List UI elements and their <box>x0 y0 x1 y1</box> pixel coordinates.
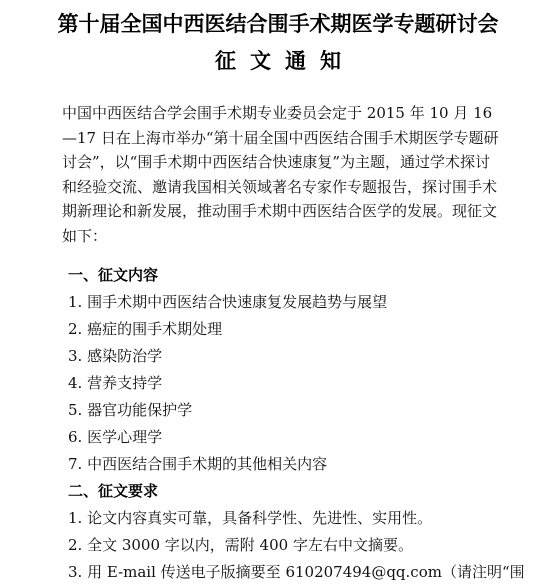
list-item: 1. 论文内容真实可靠，具备科学性、先进性、实用性。 <box>68 509 433 527</box>
list-item: 2. 全文 3000 字以内，需附 400 字左右中文摘要。 <box>68 536 413 554</box>
intro-line: 和经验交流、邀请我国相关领域著名专家作专题报告，探讨围手术 <box>62 177 498 196</box>
intro-line: 中国中西医结合学会围手术期专业委员会定于 2015 年 10 月 16 <box>62 104 493 122</box>
list-item: 1. 围手术期中西医结合快速康复发展趋势与展望 <box>68 293 388 311</box>
intro-paragraph <box>62 101 502 248</box>
intro-line: 讨会”，以“围手术期中西医结合快速康复”为主题，通过学术探讨 <box>62 153 491 171</box>
intro-line: 如下： <box>62 226 108 245</box>
list-item: 6. 医学心理学 <box>68 428 163 446</box>
section-heading-content: 一、征文内容 <box>68 266 159 284</box>
list-item: 3. 感染防治学 <box>68 347 163 365</box>
list-item: 4. 营养支持学 <box>68 374 163 392</box>
list-item: 5. 器官功能保护学 <box>68 401 193 419</box>
document-subtitle: 征文通知 <box>215 49 355 73</box>
intro-line: 期新理论和新发展，推动围手术期中西医结合医学的发展。现征文 <box>62 202 498 220</box>
intro-line: —17 日在上海市举办“第十届全国中西医结合围手术期医学专题研 <box>62 128 499 147</box>
document-title: 第十届全国中西医结合围手术期医学专题研讨会 <box>57 12 499 36</box>
section-heading-requirements: 二、征文要求 <box>68 482 159 500</box>
list-item: 2. 癌症的围手术期处理 <box>68 320 223 338</box>
list-item: 7. 中西医结合围手术期的其他相关内容 <box>68 455 328 473</box>
list-item: 3. 用 E-mail 传送电子版摘要至 610207494@qq.com（请注明“围 <box>68 563 525 581</box>
